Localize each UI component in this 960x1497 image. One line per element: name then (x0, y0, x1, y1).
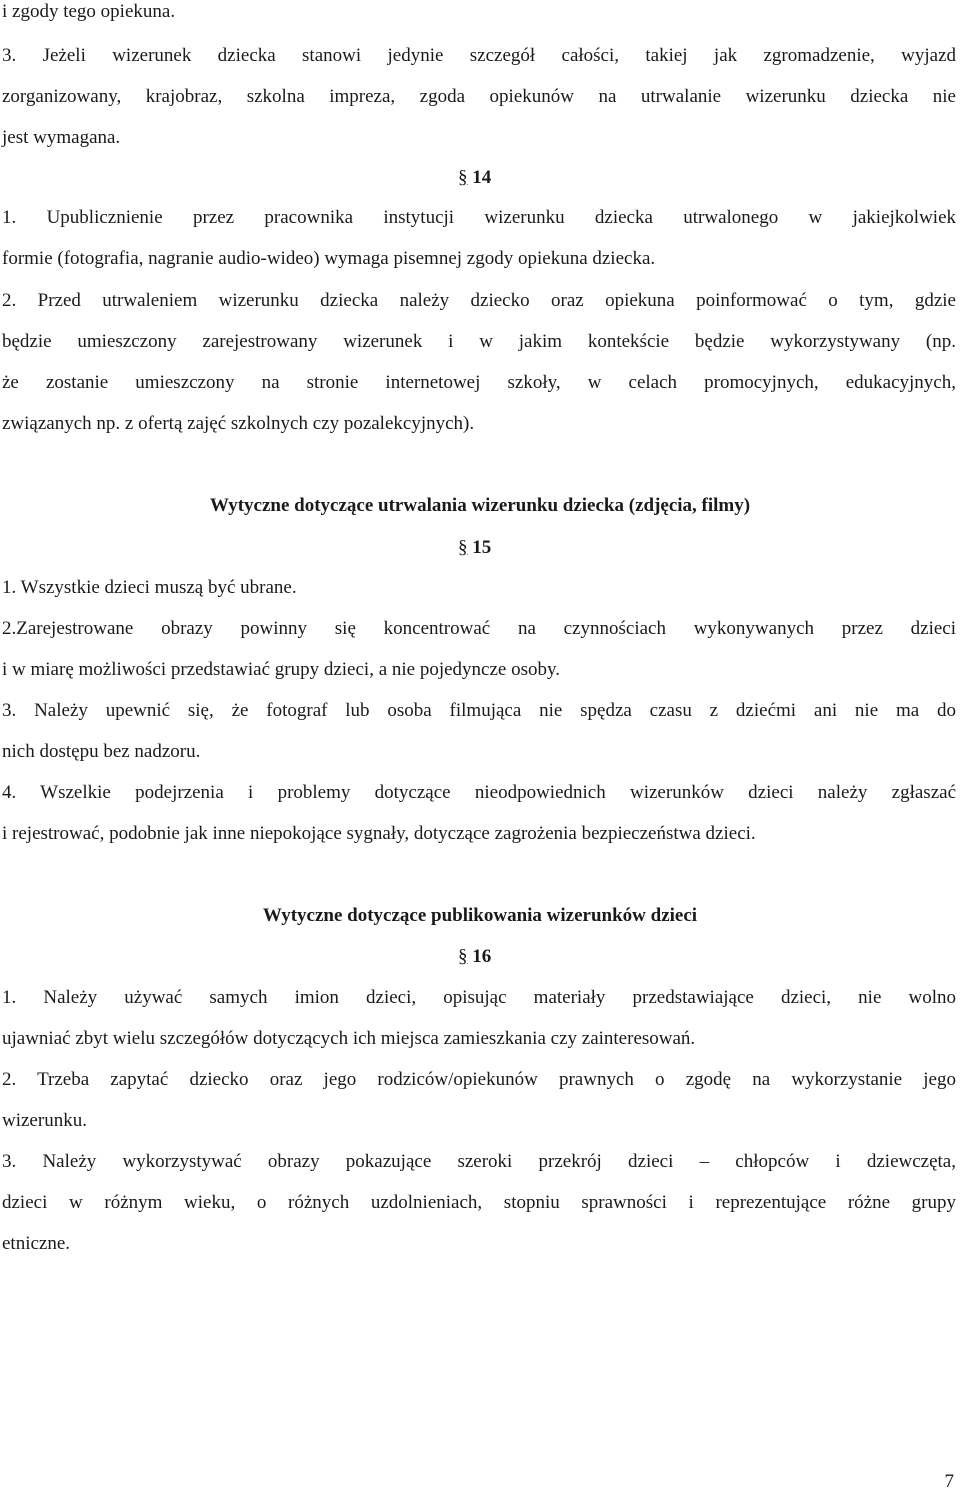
text-line: nich dostępu bez nadzoru. (2, 741, 201, 762)
text-line: 1. Należy używać samych imion dzieci, opisując materiały przedstawiające dzieci, nie wolno (2, 987, 956, 1008)
text-line: 2. Przed utrwaleniem wizerunku dziecka należy dziecko oraz opiekuna poinformować o tym, gdzie (2, 290, 956, 311)
text-line: 3. Należy wykorzystywać obrazy pokazujące szeroki przekrój dzieci – chłopców i dziewczęta, (2, 1151, 956, 1172)
section-title-utrwalanie: Wytyczne dotyczące utrwalania wizerunku dziecka (zdjęcia, filmy) (209, 495, 751, 516)
section-symbol: § (458, 946, 468, 967)
text-line: związanych np. z ofertą zajęć szkolnych czy pozalekcyjnych). (2, 413, 475, 434)
text-line: dzieci w różnym wieku, o różnych uzdolnieniach, stopniu sprawności i reprezentujące różne grupy (2, 1192, 956, 1213)
text-line: i rejestrować, podobnie jak inne niepokojące sygnały, dotyczące zagrożenia bezpieczeństwa dzieci. (2, 823, 756, 844)
text-line: 1. Wszystkie dzieci muszą być ubrane. (2, 577, 297, 598)
section-heading-15 (458, 536, 491, 560)
section-symbol: § (458, 167, 468, 188)
section-number: 16 (472, 946, 492, 967)
section-symbol: § (458, 537, 468, 558)
text-line: że zostanie umieszczony na stronie internetowej szkoły, w celach promocyjnych, edukacyjnych, (2, 372, 956, 393)
section-number: 15 (472, 537, 492, 558)
text-line: formie (fotografia, nagranie audio-wideo) wymaga pisemnej zgody opiekuna dziecka. (2, 248, 656, 269)
text-line: 3. Należy upewnić się, że fotograf lub osoba filmująca nie spędza czasu z dziećmi ani nie ma do (2, 700, 956, 721)
section-heading-14 (458, 166, 491, 190)
text-line: 2.Zarejestrowane obrazy powinny się koncentrować na czynnościach wykonywanych przez dzieci (2, 618, 956, 639)
text-line: etniczne. (2, 1233, 71, 1254)
text-line: 3. Jeżeli wizerunek dziecka stanowi jedynie szczegół całości, takiej jak zgromadzenie, wyjazd (2, 45, 956, 66)
text-line: i w miarę możliwości przedstawiać grupy dzieci, a nie pojedyncze osoby. (2, 659, 561, 680)
text-line: zorganizowany, krajobraz, szkolna impreza, zgoda opiekunów na utrwalanie wizerunku dziecka nie (2, 86, 956, 107)
text-line: będzie umieszczony zarejestrowany wizerunek i w jakim kontekście będzie wykorzystywany (np. (2, 331, 956, 352)
section-title-publikowanie: Wytyczne dotyczące publikowania wizerunków dzieci (262, 905, 698, 926)
text-line: 2. Trzeba zapytać dziecko oraz jego rodziców/opiekunów prawnych o zgodę na wykorzystanie jego (2, 1069, 956, 1090)
section-heading-16 (458, 945, 491, 969)
text-line: jest wymagana. (2, 127, 121, 148)
page-number: 7 (944, 1471, 954, 1492)
text-line: 1. Upublicznienie przez pracownika instytucji wizerunku dziecka utrwalonego w jakiejkolwiek (2, 207, 956, 228)
text-line: wizerunku. (2, 1110, 87, 1131)
text-line: 4. Wszelkie podejrzenia i problemy dotyczące nieodpowiednich wizerunków dzieci należy zgłaszać (2, 782, 956, 803)
section-number: 14 (472, 167, 492, 188)
text-line: i zgody tego opiekuna. (2, 1, 176, 22)
text-line: ujawniać zbyt wielu szczegółów dotyczących ich miejsca zamieszkania czy zainteresowań. (2, 1028, 696, 1049)
